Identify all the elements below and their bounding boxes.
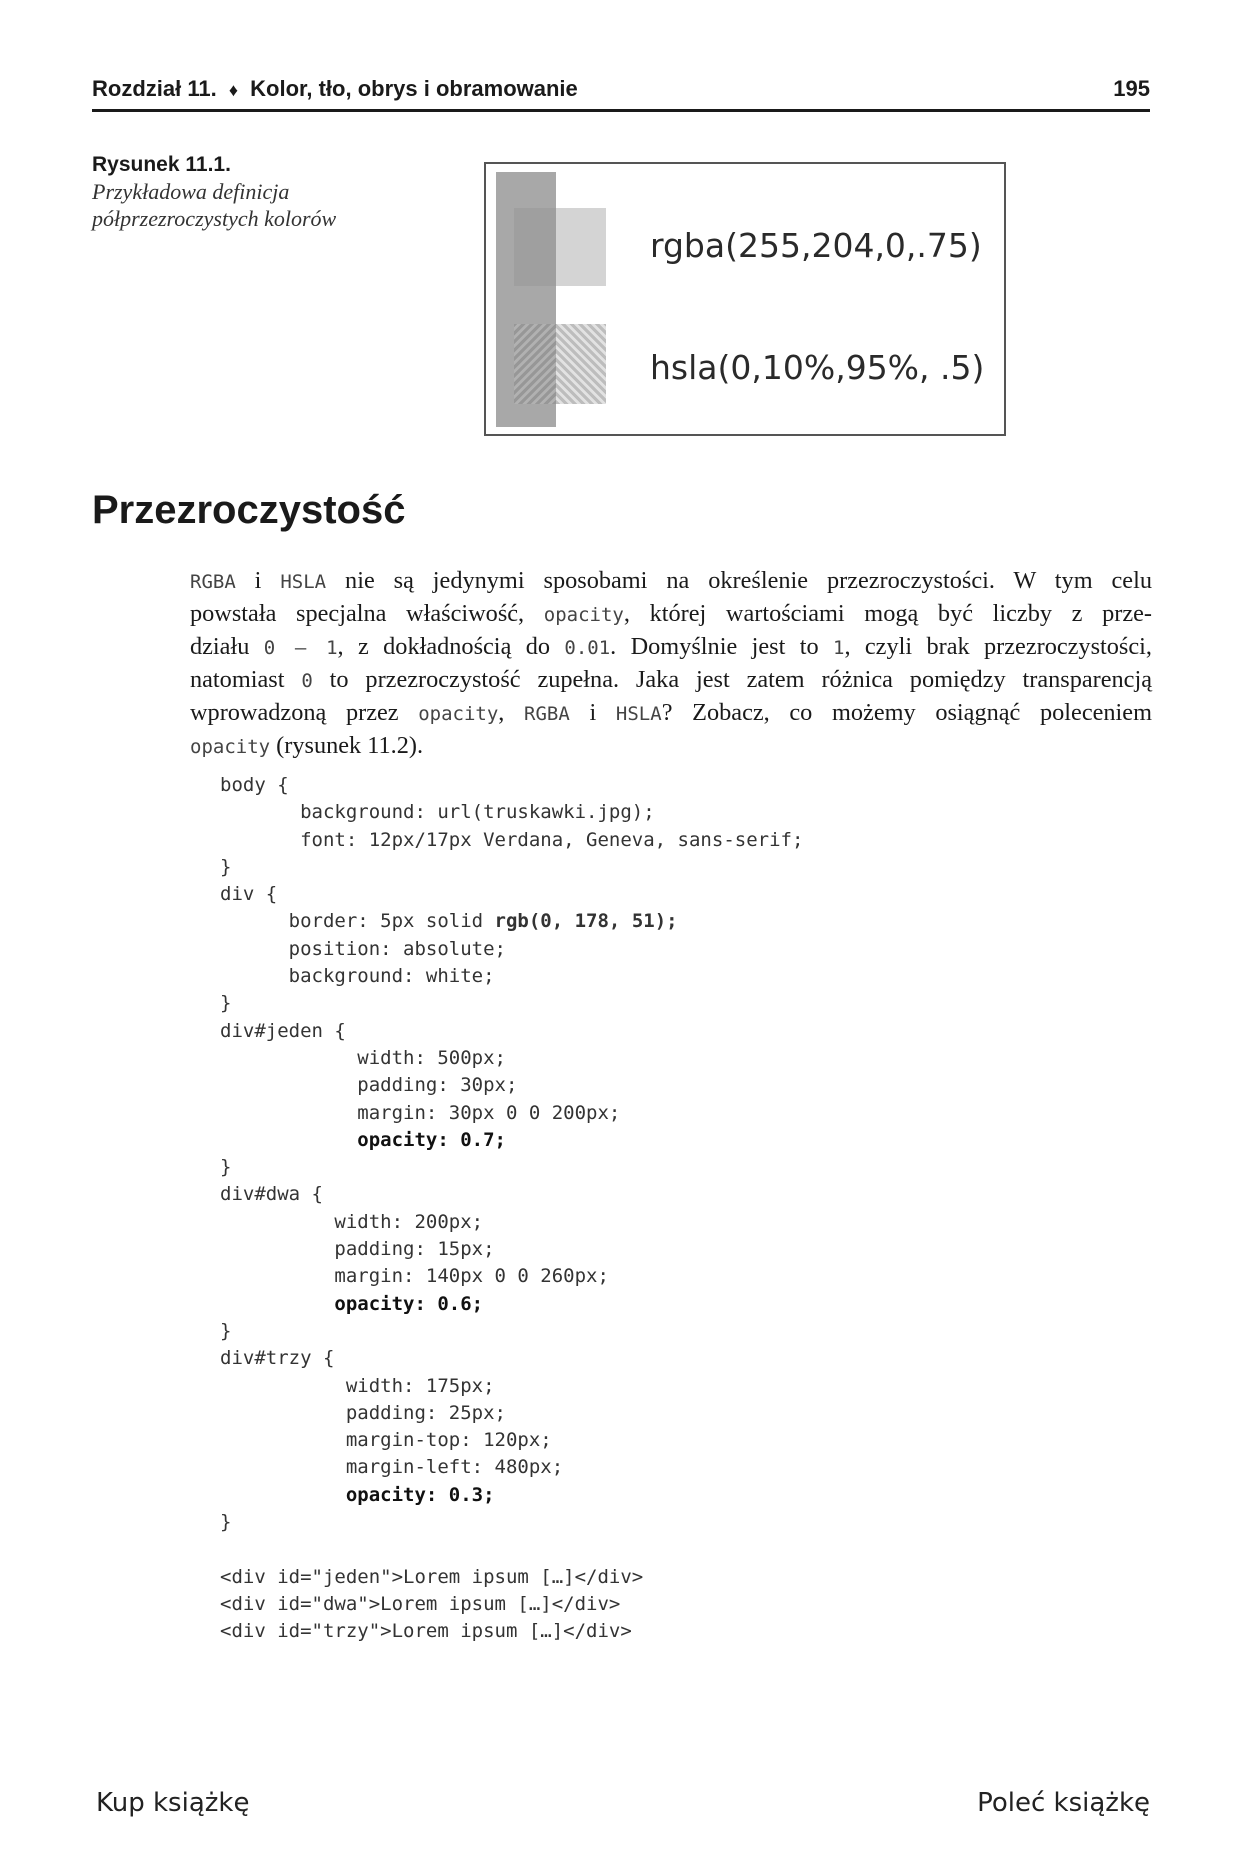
- code-line: div {: [220, 883, 278, 906]
- text-run: ? Zobacz, co możemy osiągnąć poleceniem: [661, 699, 1152, 726]
- inline-code: opacity: [190, 736, 271, 758]
- code-line: width: 175px;: [220, 1374, 495, 1397]
- chapter-number: Rozdział 11.: [92, 76, 217, 101]
- paragraph-line: [190, 730, 1152, 763]
- code-line: }: [220, 1511, 232, 1534]
- figure-image: [484, 162, 1006, 436]
- code-line: margin-top: 120px;: [220, 1429, 552, 1452]
- hsla-label: hsla(0,10%,95%, .5): [650, 348, 985, 387]
- text-run: powstała specjalna właściwość,: [190, 600, 544, 627]
- code-line: position: absolute;: [220, 937, 506, 960]
- code-line: margin: 30px 0 0 200px;: [220, 1101, 621, 1124]
- rgba-label: rgba(255,204,0,.75): [650, 226, 982, 265]
- code-line: body {: [220, 774, 289, 796]
- code-line: div#jeden {: [220, 1019, 346, 1042]
- code-line: <div id="dwa">Lorem ipsum […]</div>: [220, 1592, 621, 1615]
- paragraph-line: [190, 664, 1152, 697]
- section-title: Przezroczystość: [92, 488, 406, 532]
- inline-code: HSLA: [615, 703, 662, 725]
- inline-code: HSLA: [280, 571, 327, 593]
- paragraph-line: [190, 565, 1152, 598]
- code-line-emphasis: opacity: 0.3;: [220, 1483, 495, 1506]
- paragraph-line: [190, 631, 1152, 664]
- chapter-title: Kolor, tło, obrys i obramowanie: [250, 76, 578, 101]
- buy-book-link[interactable]: Kup książkę: [96, 1788, 250, 1818]
- inline-code: 0: [301, 670, 313, 692]
- inline-code: opacity: [543, 604, 624, 626]
- code-line: background: url(truskawki.jpg);: [220, 801, 655, 824]
- text-run: ,: [498, 699, 525, 726]
- overlap-swatch-bottom: [514, 324, 556, 404]
- code-line: margin-left: 480px;: [220, 1456, 564, 1479]
- inline-code: opacity: [418, 703, 499, 725]
- code-line: width: 500px;: [220, 1046, 506, 1069]
- inline-code: 1: [833, 637, 845, 659]
- recommend-book-link[interactable]: Poleć książkę: [977, 1788, 1150, 1818]
- text-run: . Domyślnie jest to: [610, 633, 833, 660]
- code-line: padding: 30px;: [220, 1074, 518, 1097]
- code-line: div#trzy {: [220, 1347, 335, 1370]
- code-line: <div id="trzy">Lorem ipsum […]</div>: [220, 1620, 632, 1643]
- text-run: działu: [190, 633, 264, 660]
- code-line: }: [220, 1319, 232, 1342]
- text-run: i: [235, 567, 281, 594]
- code-line: font: 12px/17px Verdana, Geneva, sans-serif;: [220, 828, 804, 851]
- text-run: nie są jedynymi sposobami na określenie przezroczystości. W tym celu: [326, 567, 1152, 594]
- text-run: (rysunek 11.2).: [270, 732, 424, 759]
- overlap-swatch-top: [514, 208, 556, 286]
- text-run: natomiast: [190, 666, 302, 693]
- inline-code: RGBA: [524, 703, 570, 725]
- rgba-swatch: [556, 208, 606, 286]
- figure-caption: [92, 152, 342, 232]
- code-line-blank: [220, 1536, 1120, 1563]
- code-line: }: [220, 1156, 232, 1179]
- text-run: , czyli brak przezroczystości,: [844, 633, 1152, 660]
- figure-label: Rysunek 11.1.: [92, 153, 231, 176]
- code-line: width: 200px;: [220, 1210, 484, 1233]
- code-line: }: [220, 855, 232, 878]
- paragraph-line: [190, 697, 1152, 730]
- code-line-emphasis: [220, 908, 1120, 935]
- text-run: , której wartościami mogą być liczby z prze-: [623, 600, 1152, 627]
- text-run: i: [569, 699, 616, 726]
- code-bold-value: rgb(0, 178, 51);: [494, 910, 678, 933]
- inline-code: RGBA: [190, 571, 236, 593]
- code-line: padding: 15px;: [220, 1238, 495, 1261]
- inline-code: 0.01: [564, 637, 611, 659]
- page-number: 195: [1113, 76, 1150, 101]
- code-line: padding: 25px;: [220, 1401, 506, 1424]
- code-line-emphasis: opacity: 0.6;: [220, 1292, 484, 1315]
- code-line: <div id="jeden">Lorem ipsum […]</div>: [220, 1565, 644, 1588]
- code-listing: [220, 772, 1120, 1646]
- running-header: [92, 76, 1150, 102]
- paragraph-line: [190, 598, 1152, 631]
- code-line: margin: 140px 0 0 260px;: [220, 1265, 609, 1288]
- diamond-icon: ♦: [228, 80, 239, 100]
- code-line-emphasis: opacity: 0.7;: [220, 1128, 506, 1151]
- text-run: to przezroczystość zupełna. Jaka jest zatem różnica pomiędzy transparencją: [312, 666, 1152, 693]
- hsla-swatch: [556, 324, 606, 404]
- text-run: , z dokładnością do: [337, 633, 565, 660]
- code-line: background: white;: [220, 965, 495, 988]
- chapter-heading: [92, 76, 578, 102]
- body-paragraph: [190, 565, 1152, 763]
- header-rule: [92, 109, 1150, 112]
- code-line: div#dwa {: [220, 1183, 323, 1206]
- figure-caption-text: Przykładowa definicja półprzezroczystych kolorów: [92, 179, 337, 231]
- code-text: border: 5px solid: [220, 910, 495, 933]
- code-line: }: [220, 992, 232, 1015]
- inline-code: 0 – 1: [263, 637, 338, 659]
- text-run: wprowadzoną przez: [190, 699, 419, 726]
